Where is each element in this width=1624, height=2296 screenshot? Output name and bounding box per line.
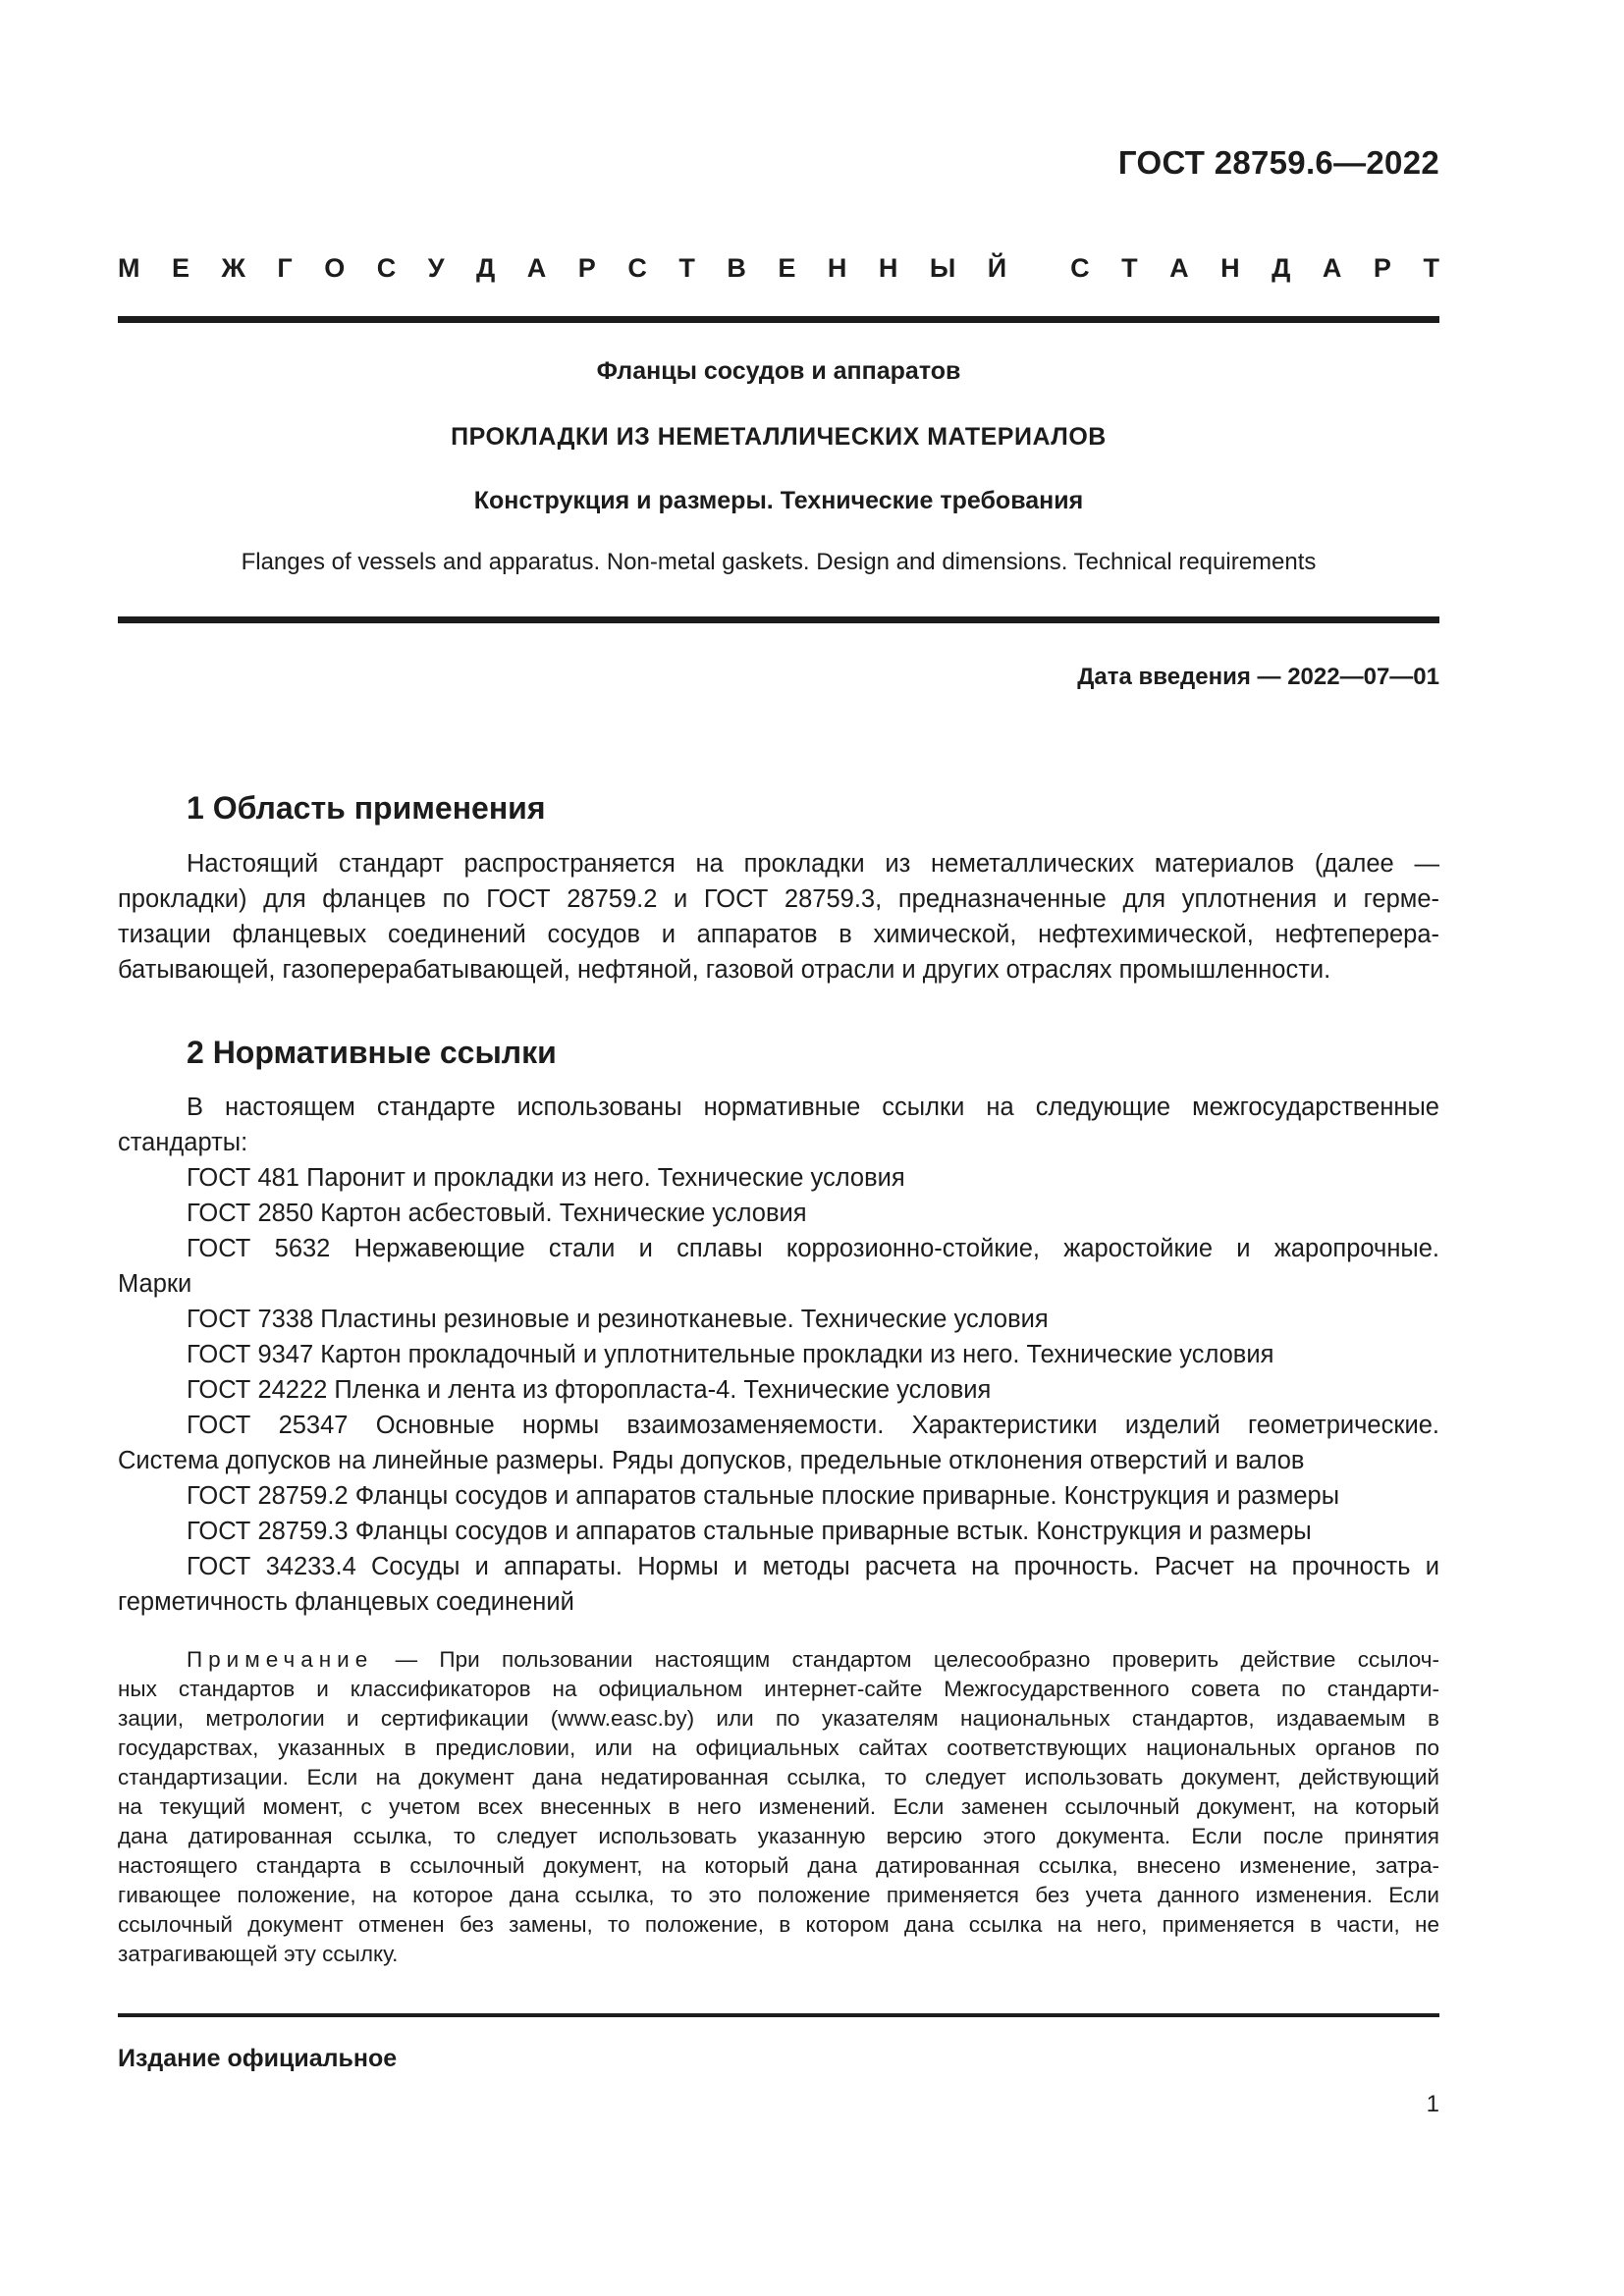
header-letter: Р xyxy=(577,253,596,283)
note-line: дана датированная ссылка, то следует использовать указанную версию этого документа. Если после принятия xyxy=(118,1824,1439,1848)
reference-line: ГОСТ 25347 Основные нормы взаимозаменяемости. Характеристики изделий геометрические. xyxy=(187,1412,1439,1439)
header-letter: Н xyxy=(1220,253,1240,283)
header-letter: О xyxy=(324,253,346,283)
header-letter: М xyxy=(118,253,140,283)
introduction-date: Дата введения — 2022—07—01 xyxy=(1077,664,1439,690)
page-number: 1 xyxy=(1426,2091,1439,2117)
reference-line: Система допусков на линейные размеры. Ряды допусков, предельные отклонения отверстий и валов xyxy=(118,1447,1305,1474)
title-line-1: Фланцы сосудов и аппаратов xyxy=(596,357,961,385)
header-letter: Ы xyxy=(929,253,956,283)
reference-line: ГОСТ 9347 Картон прокладочный и уплотнительные прокладки из него. Технические условия xyxy=(187,1341,1274,1368)
reference-line: ГОСТ 5632 Нержавеющие стали и сплавы коррозионно-стойкие, жаростойкие и жаропрочные. xyxy=(187,1235,1439,1262)
title-line-2: ПРОКЛАДКИ ИЗ НЕМЕТАЛЛИЧЕСКИХ МАТЕРИАЛОВ xyxy=(451,423,1107,451)
note-text: — При пользовании настоящим стандартом целесообразно проверить действие ссылоч- xyxy=(373,1647,1439,1672)
official-edition-label: Издание официальное xyxy=(118,2045,398,2072)
header-letter: С xyxy=(376,253,397,283)
note-label: Примечание xyxy=(187,1647,374,1672)
header-letter: Т xyxy=(1423,253,1439,283)
reference-line: ГОСТ 28759.3 Фланцы сосудов и аппаратов стальные приварные встык. Конструкция и размеры xyxy=(187,1518,1312,1545)
header-letter: Н xyxy=(827,253,847,283)
reference-line: ГОСТ 24222 Пленка и лента из фторопласта-4. Технические условия xyxy=(187,1376,992,1404)
note-line: ных стандартов и классификаторов на официальном интернет-сайте Межгосударственного совета по стандарти- xyxy=(118,1677,1439,1701)
note-block xyxy=(118,1645,1439,1969)
reference-line: герметичность фланцевых соединений xyxy=(118,1588,574,1616)
header-letter: В xyxy=(727,253,746,283)
text-line: батывающей, газоперерабатывающей, нефтяной, газовой отрасли и других отраслях промышленности. xyxy=(118,956,1331,984)
note-line: затрагивающей эту ссылку. xyxy=(118,1942,399,1966)
reference-line: ГОСТ 2850 Картон асбестовый. Технические условия xyxy=(187,1200,807,1227)
header-letter: Ж xyxy=(221,253,245,283)
top-rule xyxy=(118,316,1439,323)
standard-type-header xyxy=(118,253,1439,283)
header-letter: Т xyxy=(1121,253,1138,283)
section-1-text xyxy=(118,846,1439,988)
note-line: гивающее положение, на которое дана ссылка, то это положение применяется без учета данного изменения. Если xyxy=(118,1883,1439,1907)
header-letter: У xyxy=(427,253,445,283)
header-letter: Т xyxy=(678,253,695,283)
bottom-rule xyxy=(118,2013,1439,2017)
header-letter: С xyxy=(1070,253,1090,283)
note-line: стандартизации. Если на документ дана недатированная ссылка, то следует использовать документ, действующий xyxy=(118,1765,1439,1789)
title-rule xyxy=(118,616,1439,623)
header-letter: А xyxy=(1322,253,1342,283)
document-code: ГОСТ 28759.6—2022 xyxy=(1117,144,1439,181)
note-line: ссылочный документ отменен без замены, то положение, в котором дана ссылка на него, применяется в части, не xyxy=(118,1912,1439,1937)
title-english: Flanges of vessels and apparatus. Non-metal gaskets. Design and dimensions. Technical requirements xyxy=(241,549,1317,575)
note-line: настоящего стандарта в ссылочный документ, на который дана датированная ссылка, внесено изменение, затра- xyxy=(118,1853,1439,1878)
note-line: зации, метрологии и сертификации (www.easc.by) или по указателям национальных стандартов, издаваемым в xyxy=(118,1706,1439,1731)
header-letter: Н xyxy=(878,253,898,283)
text-line: В настоящем стандарте использованы нормативные ссылки на следующие межгосударственные xyxy=(187,1094,1439,1121)
reference-line: Марки xyxy=(118,1270,192,1298)
note-line: на текущий момент, с учетом всех внесенных в него изменений. Если заменен ссылочный документ, на который xyxy=(118,1794,1439,1819)
section-2-intro xyxy=(118,1090,1439,1160)
header-letter: Е xyxy=(172,253,190,283)
header-letter: А xyxy=(526,253,547,283)
header-letter: Д xyxy=(476,253,496,283)
text-line: тизации фланцевых соединений сосудов и аппаратов в химической, нефтехимической, нефтеперера- xyxy=(118,921,1439,948)
header-letter: А xyxy=(1169,253,1189,283)
text-line: прокладки) для фланцев по ГОСТ 28759.2 и ГОСТ 28759.3, предназначенные для уплотнения и герме- xyxy=(118,885,1439,913)
section-1-heading: 1 Область применения xyxy=(187,790,546,826)
text-line: Настоящий стандарт распространяется на прокладки из неметаллических материалов (далее — xyxy=(187,850,1439,878)
header-letter: Й xyxy=(987,253,1007,283)
header-letter: Д xyxy=(1272,253,1291,283)
reference-line: ГОСТ 7338 Пластины резиновые и резинотканевые. Технические условия xyxy=(187,1306,1049,1333)
reference-line: ГОСТ 34233.4 Сосуды и аппараты. Нормы и методы расчета на прочность. Расчет на прочность и xyxy=(187,1553,1439,1580)
note-line: государствах, указанных в предисловии, или на официальных сайтах соответствующих национальных органов по xyxy=(118,1735,1439,1760)
text-line: стандарты: xyxy=(118,1129,248,1156)
header-letter: Г xyxy=(277,253,293,283)
note-line xyxy=(118,1645,1439,1675)
section-2-heading: 2 Нормативные ссылки xyxy=(187,1035,557,1070)
title-line-3: Конструкция и размеры. Технические требования xyxy=(473,487,1084,514)
reference-line: ГОСТ 481 Паронит и прокладки из него. Технические условия xyxy=(187,1164,905,1192)
header-letter: С xyxy=(627,253,647,283)
header-letter: Р xyxy=(1373,253,1391,283)
normative-references-list xyxy=(118,1160,1439,1620)
header-letter: Е xyxy=(778,253,796,283)
reference-line: ГОСТ 28759.2 Фланцы сосудов и аппаратов стальные плоские приварные. Конструкция и размеры xyxy=(187,1482,1340,1510)
